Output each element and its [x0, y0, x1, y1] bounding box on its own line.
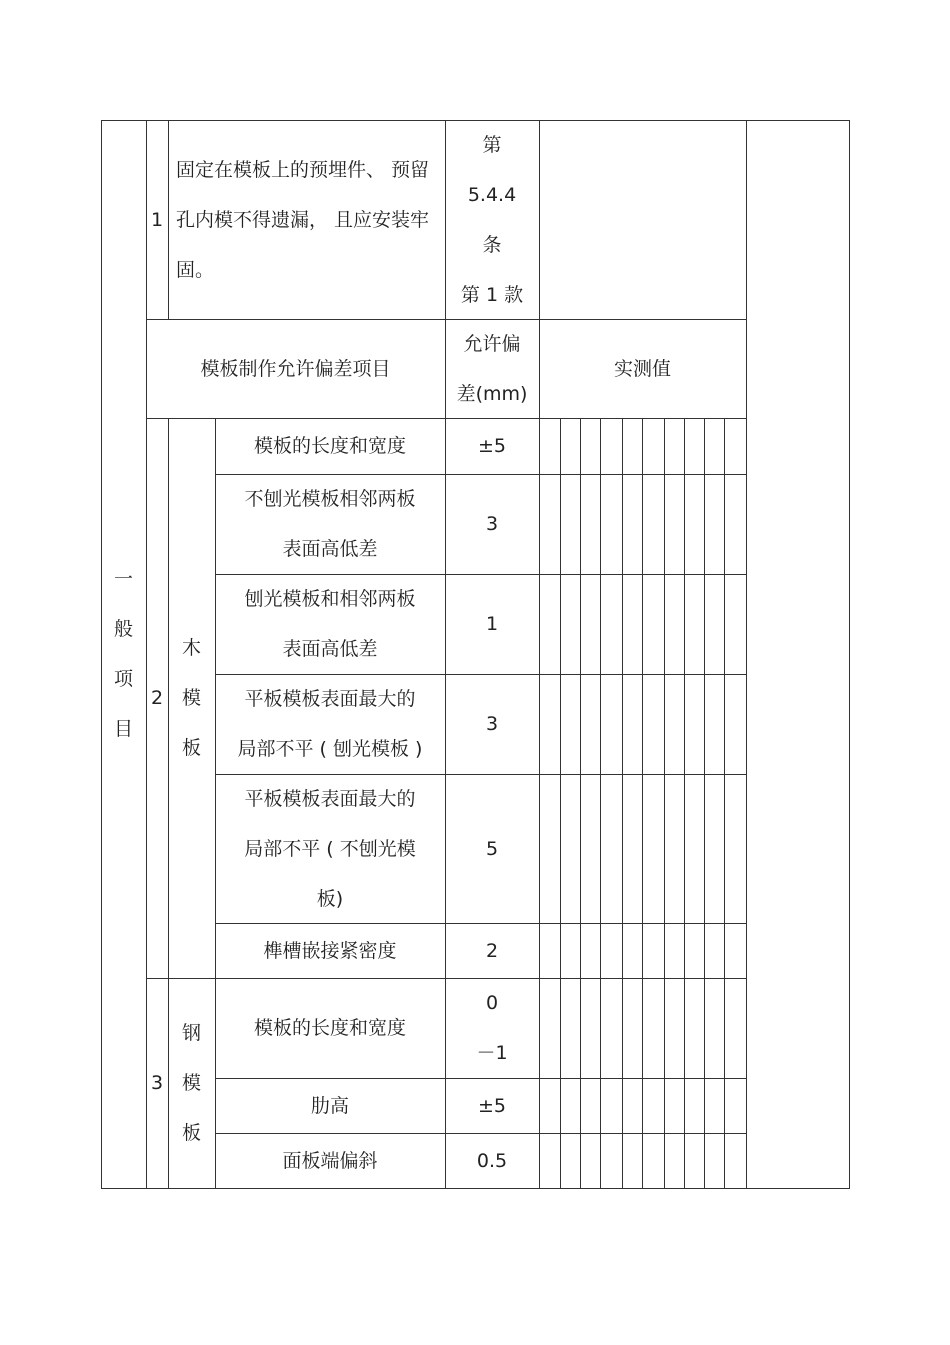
wood-tol [445, 574, 539, 674]
grid-vline [622, 418, 623, 1188]
grid-vline [724, 418, 725, 1188]
wood-tol [445, 418, 539, 474]
steel-tol [445, 1133, 539, 1188]
header-tolerance-line: 允许偏 [463, 332, 521, 355]
wood-item [215, 574, 445, 674]
steel-tol-line: 0 [485, 992, 499, 1014]
row1-ref-line: 第 [482, 133, 502, 156]
wood-item [215, 474, 445, 574]
wood-label-char: 木 [181, 637, 201, 659]
wood-item-line: 不刨光模板相邻两板 [244, 488, 416, 510]
row1-ref-line: 5.4.4 [467, 183, 517, 206]
row1-text: 固定在模板上的预埋件、 预留孔内模不得遗漏， 且应安装牢固。 [176, 158, 430, 281]
header-measured: 实测值 [613, 357, 671, 380]
steel-index: 3 [150, 1072, 164, 1094]
grid-vline [146, 120, 147, 1188]
steel-tol [445, 978, 539, 1078]
steel-tol-line: ±5 [477, 1094, 506, 1117]
wood-tol [445, 474, 539, 574]
category-char: 目 [113, 718, 133, 740]
grid-hline [146, 319, 746, 320]
grid-hline [215, 774, 746, 775]
grid-vline [849, 120, 850, 1188]
grid-hline [215, 1078, 746, 1079]
grid-hline [215, 674, 746, 675]
wood-item-line: 平板模板表面最大的 [244, 787, 416, 810]
header-item: 模板制作允许偏差项目 [200, 357, 391, 380]
wood-tol-line: 3 [485, 713, 499, 735]
wood-item-line: 刨光模板和相邻两板 [244, 588, 416, 610]
wood-tol-line: ±5 [477, 435, 506, 457]
wood-item [215, 674, 445, 774]
wood-index: 2 [150, 687, 164, 709]
wood-item-line: 榫槽嵌接紧密度 [263, 939, 397, 962]
grid-hline [146, 418, 746, 419]
grid-vline [580, 418, 581, 1188]
steel-item-line: 面板端偏斜 [282, 1149, 378, 1172]
steel-item [215, 978, 445, 1078]
steel-label-char: 板 [181, 1122, 201, 1144]
grid-vline [560, 418, 561, 1188]
grid-hline [146, 978, 746, 979]
steel-tol [445, 1078, 539, 1133]
wood-tol [445, 674, 539, 774]
row1-index: 1 [150, 208, 164, 231]
wood-item-line: 模板的长度和宽度 [253, 435, 406, 457]
grid-vline [168, 120, 169, 319]
grid-vline [600, 418, 601, 1188]
grid-vline [642, 418, 643, 1188]
wood-item [215, 923, 445, 978]
category-label [101, 120, 146, 1188]
steel-label [168, 978, 215, 1188]
wood-tol [445, 774, 539, 923]
row1-ref [445, 120, 539, 319]
grid-hline [215, 923, 746, 924]
grid-vline [664, 418, 665, 1188]
grid-vline [539, 120, 540, 1188]
wood-tol-line: 2 [485, 939, 499, 962]
wood-item-line: 板) [316, 887, 344, 910]
grid-vline [746, 120, 747, 1188]
category-char: 一 [113, 568, 133, 590]
wood-tol [445, 923, 539, 978]
wood-item-line: 局部不平 ( 不刨光模 [244, 837, 416, 860]
steel-tol-line: 0.5 [476, 1149, 508, 1172]
grid-vline [168, 418, 169, 1188]
wood-item-line: 表面高低差 [282, 638, 378, 660]
wood-tol-line: 3 [485, 513, 499, 535]
steel-item [215, 1078, 445, 1133]
wood-item [215, 418, 445, 474]
grid-vline [684, 418, 685, 1188]
grid-hline [215, 574, 746, 575]
grid-hline [215, 1133, 746, 1134]
wood-item-line: 平板模板表面最大的 [244, 688, 416, 710]
wood-item-line: 局部不平 ( 刨光模板 ) [237, 738, 423, 760]
wood-label-char: 模 [181, 687, 201, 709]
header-tolerance-line: 差(mm) [456, 382, 528, 405]
grid-hline [215, 474, 746, 475]
grid-hline [101, 1188, 850, 1189]
header-tolerance [445, 319, 539, 418]
grid-vline [445, 120, 446, 1188]
steel-label-char: 模 [181, 1072, 201, 1094]
wood-label [168, 418, 215, 978]
grid-vline [101, 120, 102, 1188]
category-char: 般 [113, 618, 133, 640]
wood-item-line: 表面高低差 [282, 538, 378, 560]
wood-item [215, 774, 445, 923]
row1-ref-line: 第 1 款 [460, 283, 524, 306]
steel-item-line: 模板的长度和宽度 [253, 1017, 406, 1039]
grid-vline [704, 418, 705, 1188]
steel-item [215, 1133, 445, 1188]
wood-tol-line: 5 [485, 837, 499, 860]
wood-tol-line: 1 [485, 613, 499, 635]
steel-item-line: 肋高 [310, 1094, 349, 1117]
steel-label-char: 钢 [181, 1022, 201, 1044]
grid-vline [215, 418, 216, 1188]
grid-hline [101, 120, 850, 121]
steel-tol-line: －1 [476, 1042, 508, 1064]
category-char: 项 [113, 668, 133, 690]
row1-ref-line: 条 [482, 233, 502, 256]
wood-label-char: 板 [181, 737, 201, 759]
